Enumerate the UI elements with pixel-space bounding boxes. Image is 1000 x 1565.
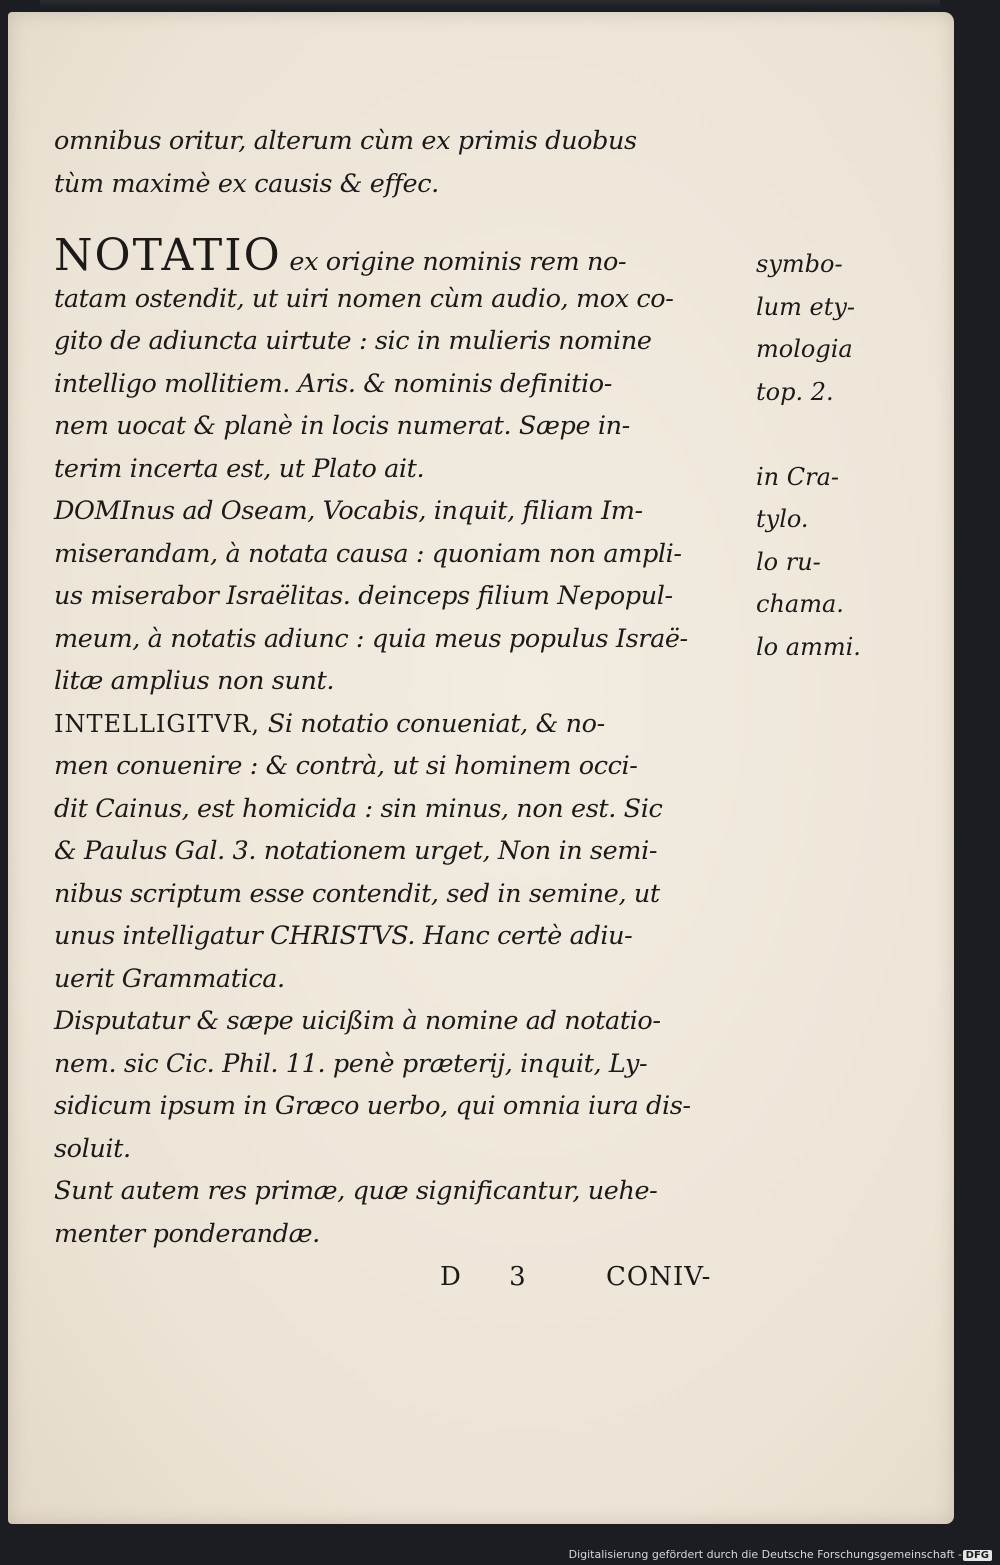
- text-line: uerit Grammatica.: [54, 963, 285, 994]
- margin-note: symbo-: [756, 250, 843, 278]
- notatio-first-text: ex origine nominis rem no-: [281, 247, 627, 277]
- text-line: men conuenire : & contrà, ut si hominem occi-: [54, 751, 638, 781]
- margin-note: in Cra-: [756, 462, 840, 491]
- intelligitur-first-text: Si notatio conueniat, & no-: [260, 708, 605, 739]
- text-line: terim incerta est, ut Plato ait.: [54, 453, 425, 484]
- text-line: omnibus oritur, alterum cùm ex primis duobus: [54, 126, 637, 156]
- text-line: menter ponderandæ.: [54, 1218, 320, 1249]
- text-line: nem uocat & planè in locis numerat. Sæpe in-: [54, 411, 630, 441]
- digitization-credit: Digitalisierung gefördert durch die Deutsche Forschungsgemeinschaft -: [568, 1548, 962, 1561]
- text-line: litæ amplius non sunt.: [54, 666, 335, 696]
- catchword: CONIV-: [606, 1262, 712, 1292]
- text-line: nibus scriptum esse contendit, sed in semine, ut: [54, 878, 660, 909]
- notatio-heading-line: [54, 230, 754, 281]
- margin-note: chama.: [756, 590, 844, 618]
- margin-note: lo ammi.: [756, 632, 861, 661]
- page-top-edge: [40, 0, 940, 8]
- text-line: Sunt autem res primæ, quæ significantur, uehe-: [54, 1176, 658, 1206]
- text-line: meum, à notatis adiunc : quia meus populus Israë-: [54, 623, 688, 654]
- text-line: tùm maximè ex causis & effec.: [54, 168, 439, 199]
- margin-note: lum ety-: [756, 292, 856, 321]
- margin-note: lo ru-: [756, 547, 821, 576]
- text-line: & Paulus Gal. 3. notationem urget, Non in semi-: [54, 836, 658, 866]
- margin-note: [756, 413, 886, 456]
- text-line: us miserabor Israëlitas. deinceps filium Nepopul-: [54, 581, 673, 611]
- text-line: Disputatur & sæpe uicißim à nomine ad notatio-: [54, 1006, 661, 1036]
- notatio-initial: NOTATIO: [54, 230, 282, 281]
- text-line: unus intelligatur CHRISTVS. Hanc certè adiu-: [54, 921, 633, 951]
- margin-note: mologia: [756, 335, 853, 363]
- intelligitur-caps: INTELLIGITVR,: [54, 709, 261, 738]
- margin-note: tylo.: [756, 505, 809, 533]
- text-line: DOMInus ad Oseam, Vocabis, inquit, filiam Im-: [54, 496, 643, 526]
- text-line: miserandam, à notata causa : quoniam non ampli-: [54, 538, 682, 569]
- margin-note: top. 2.: [756, 377, 834, 406]
- text-line: soluit.: [54, 1133, 131, 1164]
- main-text-block: [54, 120, 754, 1255]
- margin-notes: [756, 243, 886, 668]
- text-line: nem. sic Cic. Phil. 11. penè præterij, inquit, Ly-: [54, 1048, 648, 1079]
- text-line: gito de adiuncta uirtute : sic in mulieris nomine: [54, 326, 652, 356]
- text-line: intelligo mollitiem. Aris. & nominis definitio-: [54, 368, 612, 399]
- dfg-logo: DFG: [963, 1550, 992, 1561]
- intelligitur-line: [54, 703, 754, 746]
- text-line: sidicum ipsum in Græco uerbo, qui omnia iura dis-: [54, 1091, 691, 1121]
- signature-mark: D 3: [440, 1262, 546, 1292]
- text-line: dit Cainus, est homicida : sin minus, non est. Sic: [54, 793, 663, 824]
- page-footer: [0, 1262, 946, 1302]
- text-line: tatam ostendit, ut uiri nomen cùm audio, mox co-: [54, 283, 674, 314]
